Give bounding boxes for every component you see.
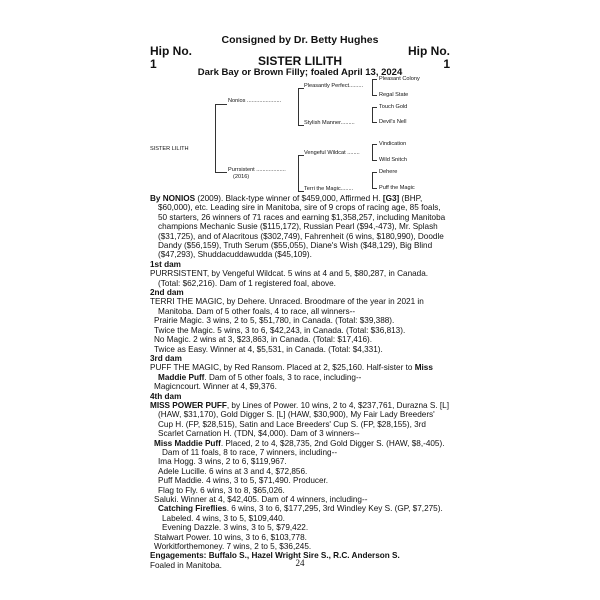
catching-name: Catching Fireflies [158,504,227,514]
foaled-in: Foaled in Manitoba. [150,560,222,570]
produce-item: No Magic. 2 wins at 3, $23,863, in Canada. (Total: $17,416). [154,335,373,345]
second-dam-heading: 2nd dam [150,288,184,298]
produce-item: Adele Lucille. 6 wins at 3 and 4, $72,856. [158,466,308,476]
consignor-line: Consigned by Dr. Betty Hughes [221,34,379,46]
pedigree-line [372,107,377,108]
sire-by: By [150,194,163,203]
pedigree-horse: SISTER LILITH [150,146,189,152]
fourth-dam-details: , by Lines of Power. 10 wins, 2 to 4, $237,761, Durazna S. [L] (HAW, $31,170), Gold Digger S. [L] (HAW, $30,900), My Fair Lady Breeders' Cup H. (FP, $28,515), Satin and Lace Breeders' Cup S. (FP, $28,155), 3rd Scarlet Carnation H. (TDN, $4,000). Dam of 3 winners-- [158,400,449,439]
produce-item: Flag to Fly. 6 wins, 3 to 8, $65,026. [158,485,285,495]
pedigree-dam-sire-name: Vengeful Wildcat [304,150,346,156]
hip-label: Hip No. [408,44,450,58]
pedigree-line [372,79,377,80]
produce-item: Ima Hogg. 3 wins, 2 to 6, $119,967. [158,457,287,467]
pedigree-line [215,172,227,173]
sire-name: NONIOS [162,194,196,203]
pedigree-dam-dam: Terri the Magic........ [304,186,354,192]
pedigree-line [215,104,216,172]
produce-item: Magicncourt. Winner at 4, $9,376. [154,382,277,392]
produce-item-catching [150,504,450,513]
pedigree-g6: Wild Snitch [379,157,407,163]
pedigree-line [298,155,299,191]
first-dam-text: PURRSISTENT, by Vengeful Wildcat. 5 wins at 4 and 5, $80,287, in Canada. (Total: $62,216). Dam of 1 registered foal, above. [150,269,429,288]
produce-item: Prairie Magic. 3 wins, 2 to 5, $51,780, in Canada. (Total: $39,388). [154,316,395,326]
pedigree-sire-name: Nonios [228,98,246,104]
pedigree-line [372,122,377,123]
third-dam-bold-name: Miss Maddie Puff [158,363,433,382]
fourth-dam-name: MISS POWER PUFF [150,400,227,410]
pedigree-line [372,79,373,95]
pedigree-sire-dam-name: Stylish Manner [304,120,341,126]
pedigree-dam-dam-name: Terri the Magic [304,186,341,192]
pedigree-dam-sire: Vengeful Wildcat ........ [304,150,360,156]
second-dam-text: TERRI THE MAGIC, by Dehere. Unraced. Broodmare of the year in 2021 in Manitoba. Dam of 5 other foals, 4 to race, all winners-- [150,297,424,316]
fourth-dam-text [150,401,450,439]
pedigree-dam-name: Purrsistent [228,167,255,173]
pedigree-g5: Vindication [379,141,407,147]
produce-item: Labeled. 4 wins, 3 to 5, $109,440. [162,513,285,523]
engagements: Engagements: Buffalo S., Hazel Wright Sire S., R.C. Anderson S. [150,551,400,561]
pedigree-chart [150,76,450,192]
fourth-dam-heading: 4th dam [150,391,182,401]
hip-value: 1 [443,57,450,71]
produce-item-maddie [150,439,450,458]
pedigree-line [372,172,377,173]
produce-item: Stalwart Power. 10 wins, 3 to 6, $103,778. [154,532,307,542]
pedigree-line [372,160,377,161]
horse-name: SISTER LILITH [258,54,342,68]
third-dam-text-1: PUFF THE MAGIC, by Red Ransom. Placed at 2, $25,160. Half-sister to [150,363,415,373]
first-dam-heading: 1st dam [150,259,181,269]
third-dam-text [150,363,450,382]
catalog-body [150,194,450,570]
pedigree-dam-year: (2016) [233,174,250,180]
pedigree-g8: Puff the Magic [379,185,415,191]
sire-text-2: (BHP, $60,000), etc. Leading sire in Manitoba, sire of 9 crops of racing age, 85 foals, 50 starters, 26 winners of 71 races and earning $1,358,257, including Manitoba champions Mechanic Susie ($115,172), Russian Pearl ($94,-473), Mr. Splash ($31,725), and of Alacritous ($302,749), Fahrenheit (6 wins, $180,990), Doodle Dandy ($56,159), Truth Serum ($55,055), Diane's Wish ($48,129), Big Blind ($47,293), Shuddacuddawudda ($45,109). [158,194,446,260]
pedigree-g2: Regal State [379,92,409,98]
pedigree-dam: Purrsistent ................... [228,167,286,173]
produce-item: Puff Maddie. 4 wins, 3 to 5, $71,490. Producer. [158,476,329,486]
hip-label: Hip No. [150,44,192,58]
produce-item: Workitforthemoney. 7 wins, 2 to 5, $36,245. [154,542,312,552]
pedigree-line [372,144,373,160]
sire-text-1: (2009). Black-type winner of $459,000, Affirmed H. [195,194,383,203]
page-number: 24 [295,558,305,568]
maddie-name: Miss Maddie Puff [154,438,221,448]
third-dam-heading: 3rd dam [150,353,182,363]
third-dam-text-2: . Dam of 5 other foals, 3 to race, including-- [204,372,362,382]
pedigree-sire-sire: Pleasantly Perfect......... [304,83,364,89]
pedigree-sire: Nonios ...................... [228,98,282,104]
pedigree-sire-sire-name: Pleasantly Perfect [304,83,350,89]
pedigree-line [372,144,377,145]
pedigree-sire-dam: Stylish Manner......... [304,120,355,126]
catching-text: . 6 wins, 3 to 6, $177,295, 3rd Windley Key S. (GP, $7,275). [226,504,443,514]
pedigree-g7: Dehere [379,169,398,175]
produce-item: Twice the Magic. 5 wins, 3 to 6, $42,243, in Canada. (Total: $36,813). [154,325,406,335]
pedigree-g3: Touch Gold [379,104,408,110]
horse-description: Dark Bay or Brown Filly; foaled April 13, 2024 [197,67,403,78]
produce-item: Twice as Easy. Winner at 4, $5,531, in Canada. (Total: $4,331). [154,344,383,354]
pedigree-g4: Devil's Nell [379,119,407,125]
maddie-text: . Placed, 2 to 4, $28,735, 2nd Gold Digger S. (HAW, $8,-405). Dam of 11 foals, 8 to race, 7 winners, including-- [162,438,445,457]
produce-item-saluki: Saluki. Winner at 4, $42,405. Dam of 4 winners, including-- [154,495,368,504]
pedigree-g1: Pleasant Colony [379,76,420,82]
pedigree-line [372,188,377,189]
sire-grade: [G3] [382,194,400,203]
hip-value: 1 [150,57,157,71]
pedigree-line [372,107,373,122]
catalog-page [150,28,450,588]
pedigree-line [372,172,373,188]
pedigree-line [372,95,377,96]
pedigree-line [215,104,227,105]
produce-item: Evening Dazzle. 3 wins, 3 to 5, $79,422. [162,523,309,533]
pedigree-line [298,88,299,125]
sire-paragraph [150,194,450,260]
